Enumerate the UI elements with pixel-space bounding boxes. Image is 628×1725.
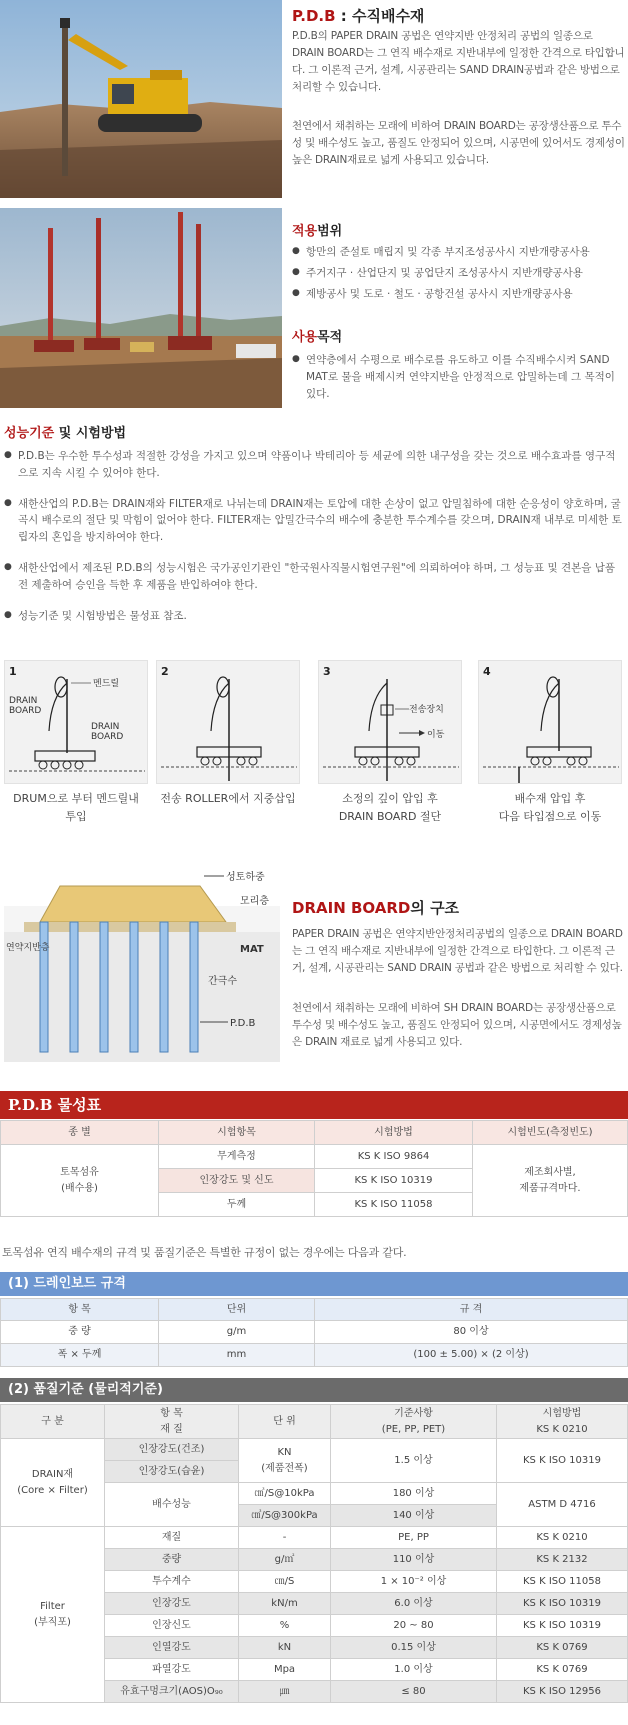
step-4-diagram xyxy=(478,660,622,784)
diagram-label: P.D.B xyxy=(230,1018,256,1029)
scope-title: 적용범위 xyxy=(292,224,343,239)
table-header: 시험항목 xyxy=(159,1121,315,1145)
performance-list xyxy=(4,448,624,628)
table-row: 투수계수 ㎝/S 1 × 10⁻² 이상 KS K ISO 11058 xyxy=(1,1571,628,1593)
process-steps xyxy=(4,660,624,840)
step-2-caption: 전송 ROLLER에서 지중삽입 xyxy=(160,792,296,805)
step-1-diagram xyxy=(4,660,148,784)
props-table xyxy=(0,1120,628,1217)
purpose-list xyxy=(292,352,626,406)
step-number: 4 xyxy=(483,665,491,678)
step-number: 2 xyxy=(161,665,169,678)
step-label: BOARD xyxy=(9,706,42,716)
table-row: 인장신도 % 20 ~ 80 KS K ISO 10319 xyxy=(1,1615,628,1637)
group-cell: DRAIN재 (Core × Filter) xyxy=(1,1439,105,1527)
table-row: 인장강도 kN/m 6.0 이상 KS K ISO 10319 xyxy=(1,1593,628,1615)
table-header: 시험방법 KS K 0210 xyxy=(497,1405,628,1439)
table-header: 항 목 xyxy=(1,1299,159,1321)
table-row: 파열강도 Mpa 1.0 이상 KS K 0769 xyxy=(1,1659,628,1681)
step-label: 멘드릴 xyxy=(93,679,120,689)
step-4-caption: 배수재 압입 후 다음 타입점으로 이동 xyxy=(498,792,602,823)
list-item: ● 항만의 준설토 매립지 및 각종 부지조성공사시 지반개량공사용 xyxy=(292,244,626,261)
table-row: 인열강도 kN 0.15 이상 KS K 0769 xyxy=(1,1637,628,1659)
table-row: 두께 KS K ISO 11058 xyxy=(1,1193,628,1217)
table-row: 배수성능 ㎤/S@10kPa 180 이상 ASTM D 4716 xyxy=(1,1483,628,1505)
step-label: 전송장치 xyxy=(409,705,444,715)
table-row: 인장강도(습윤) xyxy=(1,1461,628,1483)
quality-table-title: (2) 품질기준 (물리적기준) xyxy=(0,1378,628,1402)
list-item: ● 제방공사 및 도로 · 철도 · 공항건설 공사시 지반개량공사용 xyxy=(292,286,626,303)
scope-list xyxy=(292,244,626,306)
table-header: 시험빈도(측정빈도) xyxy=(473,1121,628,1145)
step-label: 이동 xyxy=(427,730,445,740)
drilling-rig-photo xyxy=(0,208,282,408)
table-row: 중량 g/㎡ 110 이상 KS K 2132 xyxy=(1,1549,628,1571)
performance-title: 성능기준 및 시험방법 xyxy=(4,426,127,441)
table-row: Filter (부직포) 재질 - PE, PP KS K 0210 xyxy=(1,1527,628,1549)
table-row: 유효구멍크기(AOS)O₉₀ ㎛ ≤ 80 KS K ISO 12956 xyxy=(1,1681,628,1703)
diagram-label: 간극수 xyxy=(208,976,237,987)
group-cell: Filter (부직포) xyxy=(1,1527,105,1703)
frequency-cell: 제조회사별, 제품규격마다. xyxy=(473,1145,628,1217)
props-table-title: P.D.B 물성표 xyxy=(0,1091,628,1119)
table-row: DRAIN재 (Core × Filter) 인장강도(건조) KN (제품전폭) 1.5 이상 KS K ISO 10319 xyxy=(1,1439,628,1461)
list-item: ● P.D.B는 우수한 투수성과 적절한 강성을 가지고 있으며 약품이나 박테리아 등 세균에 의한 내구성을 갖는 것으로 배수효과를 영구적으로 지속 시킬 수 있어야 한다. xyxy=(4,448,624,482)
spec-table-title: (1) 드레인보드 규격 xyxy=(0,1272,628,1296)
table-header: 구 분 xyxy=(1,1405,105,1439)
excavator-photo xyxy=(0,0,282,198)
structure-paragraph-2: 천연에서 채취하는 모래에 비하여 SH DRAIN BOARD는 공장생산품으로 투수성 및 배수성도 높고, 품질도 안정되어 있으며, 시공면에서도 경제성높은 DRAIN 재료로 넓게 사용되고 있다. xyxy=(292,1002,622,1048)
list-item: ● 주거지구 · 산업단지 및 공업단지 조성공사시 지반개량공사용 xyxy=(292,265,626,282)
table-row: 폭 × 두께 mm (100 ± 5.00) × (2 이상) xyxy=(1,1344,628,1367)
step-1-caption: DRUM으로 부터 멘드릴내 투입 xyxy=(13,792,139,823)
table-header: 단위 xyxy=(159,1299,315,1321)
step-label: DRAIN xyxy=(9,696,38,706)
diagram-label: 모리층 xyxy=(240,896,269,907)
purpose-title: 사용목적 xyxy=(292,330,343,345)
table-row: 중 량 g/m 80 이상 xyxy=(1,1321,628,1344)
table-header: 시험방법 xyxy=(315,1121,473,1145)
table-row: 토목섬유 (배수용) 무게측정 KS K ISO 9864 제조회사별, 제품규격마다. xyxy=(1,1145,628,1169)
list-item: ● 성능기준 및 시험방법은 물성표 참조. xyxy=(4,608,624,625)
step-3-caption: 소정의 깊이 압입 후 DRAIN BOARD 절단 xyxy=(338,792,442,823)
spec-table xyxy=(0,1298,628,1367)
table-header: 종 별 xyxy=(1,1121,159,1145)
table-header: 항 목 재 질 xyxy=(105,1405,239,1439)
list-item: ● 새한산업에서 제조된 P.D.B의 성능시험은 국가공인기관인 "한국원사직물시험연구원"에 의뢰하여야 하며, 그 성능표 및 견본을 납품 전 제출하여 승인을 득한 후 제품을 반입하여야 한다. xyxy=(4,560,624,594)
step-number: 1 xyxy=(9,665,17,678)
category-cell: 토목섬유 (배수용) xyxy=(1,1145,159,1217)
step-2-diagram xyxy=(156,660,300,784)
diagram-label: MAT xyxy=(240,944,264,955)
table-header: 규 격 xyxy=(315,1299,628,1321)
list-item: ● 연약층에서 수평으로 배수로를 유도하고 이를 수직배수시켜 SAND MAT로 물을 배제시켜 연약지반을 안정적으로 압밀하는데 그 목적이 있다. xyxy=(292,352,626,402)
standards-note: 토목섬유 연직 배수재의 규격 및 품질기준은 특별한 규정이 없는 경우에는 다음과 같다. xyxy=(2,1246,407,1259)
diagram-label: 연약지반층 xyxy=(6,943,50,953)
table-row: ㎤/S@300kPa 140 이상 xyxy=(1,1505,628,1527)
structure-paragraph-1: PAPER DRAIN 공법은 연약지반안정처리공법의 일종으로 DRAIN BOARD는 그 연직 배수재로 지반내부에 일정한 간격으로 타입한다. 그 이론적 근거, 설계, 시공관리는 SAND DRAIN 공법과 같은 방법으로 처리할 수 있다. xyxy=(292,928,623,974)
table-row: 인장강도 및 신도 KS K ISO 10319 xyxy=(1,1169,628,1193)
pdb-material-paragraph: 천연에서 채취하는 모래에 비하여 DRAIN BOARD는 공장생산품으로 투수성 및 배수성도 높고, 품질도 안정되어 있으며, 시공면에 있어서도 경제성이 높은 DRAIN재료로 넓게 사용되고 있습니다. xyxy=(292,120,625,166)
drain-board-structure-diagram xyxy=(4,866,280,1062)
step-number: 3 xyxy=(323,665,331,678)
table-header: 단 위 xyxy=(239,1405,331,1439)
step-label: BOARD xyxy=(91,732,124,742)
table-header: 기준사항 (PE, PP, PET) xyxy=(331,1405,497,1439)
step-label: DRAIN xyxy=(91,722,120,732)
list-item: ● 새한산업의 P.D.B는 DRAIN재와 FILTER재로 나뉘는데 DRAIN재는 토압에 대한 손상이 없고 압밀침하에 대한 순응성이 양호하며, 굴곡시 배수로의 절단 및 막힘이 없어야 한다. FILTER재는 압밀간극수의 배수에 충분한 투수계수를 갖으며, DRAIN재 내부로 미세한 토립자의 혼입을 방지하여야 한다. xyxy=(4,496,624,546)
pdb-title: P.D.B : 수직배수재 xyxy=(292,7,425,25)
quality-table xyxy=(0,1404,628,1703)
pdb-intro-paragraph: P.D.B의 PAPER DRAIN 공법은 연약지반 안정처리 공법의 일종으로 DRAIN BOARD는 그 연직 배수재로 지반내부에 일정한 간격으로 타입합니다. 그 이론적 근거, 설계, 시공관리는 SAND DRAIN공법과 같은 방법으로 처리할 수 있습니다. xyxy=(292,30,625,93)
structure-title: DRAIN BOARD의 구조 xyxy=(292,899,460,917)
step-3-diagram xyxy=(318,660,462,784)
diagram-label: 성토하중 xyxy=(226,872,265,883)
